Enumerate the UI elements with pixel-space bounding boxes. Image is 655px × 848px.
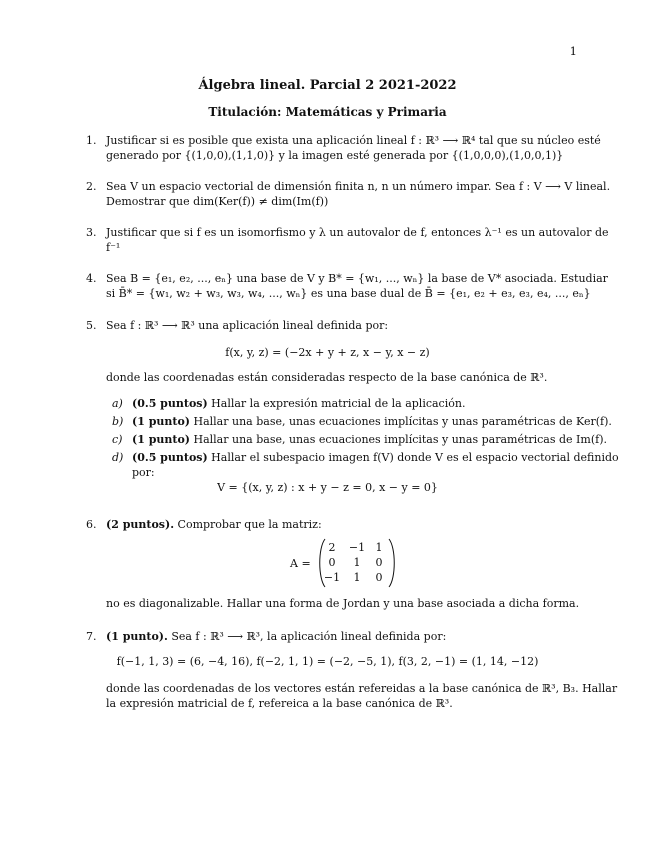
matrix-A xyxy=(290,538,400,590)
part-label: b) xyxy=(112,415,124,428)
matrix-cell: 0 xyxy=(375,571,383,584)
q5-part-d xyxy=(112,450,619,480)
question-number: 5. xyxy=(86,319,97,332)
question-text-line: generado por {(1,0,0),(1,1,0)} y la imagen esté generada por {(1,0,0,0),(1,0,0,1)} xyxy=(106,149,564,162)
part-points: (0.5 puntos) xyxy=(132,451,208,464)
question-number: 4. xyxy=(86,272,97,285)
part-label: c) xyxy=(112,433,123,446)
page-number: 1 xyxy=(569,44,577,58)
question-number: 2. xyxy=(86,180,97,193)
matrix-cell: 0 xyxy=(375,556,383,569)
q5-part-a xyxy=(112,396,582,411)
question-number: 7. xyxy=(86,630,97,643)
question-text-line: Sea V un espacio vectorial de dimensión finita n, n un número impar. Sea f : V ⟶ V lineal. xyxy=(106,180,611,193)
question-5 xyxy=(86,318,581,333)
question-4 xyxy=(86,271,608,301)
part-points: (1 punto) xyxy=(132,433,190,446)
question-text-line: Justificar que si f es un isomorfismo y λ un autovalor de f, entonces λ⁻¹ es un autovalor de xyxy=(106,226,609,239)
matrix-label: A = xyxy=(290,557,311,570)
question-3 xyxy=(86,225,609,255)
q7-formula: f(−1, 1, 3) = (6, −4, 16), f(−2, 1, 1) = (−2, −5, 1), f(3, 2, −1) = (1, 14, −12) xyxy=(116,655,539,668)
question-number: 6. xyxy=(86,518,97,531)
page-subtitle: Titulación: Matemáticas y Primaria xyxy=(208,105,447,119)
q5d-formula: V = {(x, y, z) : x + y − z = 0, x − y = 0} xyxy=(217,481,438,494)
question-text-line: si B̄* = {w₁, w₂ + w₃, w₃, w₄, ..., wₙ} es una base dual de B̄ = {e₁, e₂ + e₃, e₃, e₄, ..., eₙ} xyxy=(106,287,591,300)
q6-after-text xyxy=(86,596,581,611)
question-text-line: no es diagonalizable. Hallar una forma de Jordan y una base asociada a dicha forma. xyxy=(106,597,580,610)
part-text: Hallar el subespacio imagen f(V) donde V es el espacio vectorial definido xyxy=(207,451,619,464)
q5-part-b xyxy=(112,414,612,429)
part-label: d) xyxy=(112,451,124,464)
question-6 xyxy=(86,517,581,532)
part-text: Hallar una base, unas ecuaciones implícitas y unas paramétricas de Ker(f). xyxy=(190,415,612,428)
question-text-line: la expresión matricial de f, refereica a la base canónica de ℝ³. xyxy=(106,697,453,710)
question-points: (1 punto). xyxy=(106,630,168,643)
q7-after-text xyxy=(86,681,618,711)
question-number: 1. xyxy=(86,134,97,147)
matrix-cell: −1 xyxy=(348,541,366,554)
matrix-cell: 0 xyxy=(328,556,336,569)
matrix-cell: 1 xyxy=(375,541,383,554)
right-bracket xyxy=(388,538,398,588)
question-1 xyxy=(86,133,601,163)
part-text: Hallar la expresión matricial de la aplicación. xyxy=(207,397,466,410)
question-text: Sea f : ℝ³ ⟶ ℝ³, la aplicación lineal definida por: xyxy=(167,630,447,643)
question-text-line: f⁻¹ xyxy=(106,241,121,254)
matrix-cell: 2 xyxy=(328,541,336,554)
q5-formula: f(x, y, z) = (−2x + y + z, x − y, x − z) xyxy=(225,346,430,359)
matrix-cell: 1 xyxy=(353,556,361,569)
question-text-line: donde las coordenadas están consideradas respecto de la base canónica de ℝ³. xyxy=(106,371,548,384)
question-text-line: donde las coordenadas de los vectores están refereidas a la base canónica de ℝ³, B₃. Hallar xyxy=(106,682,618,695)
question-2 xyxy=(86,179,611,209)
matrix-cell: 1 xyxy=(353,571,361,584)
page-title: Álgebra lineal. Parcial 2 2021-2022 xyxy=(198,78,457,93)
part-points: (0.5 puntos) xyxy=(132,397,208,410)
matrix-cell: −1 xyxy=(323,571,341,584)
question-text-line: Sea f : ℝ³ ⟶ ℝ³ una aplicación lineal definida por: xyxy=(106,319,389,332)
part-text: por: xyxy=(132,466,155,479)
question-points: (2 puntos). xyxy=(106,518,175,531)
part-text: Hallar una base, unas ecuaciones implícitas y unas paramétricas de Im(f). xyxy=(190,433,607,446)
question-text-line: Justificar si es posible que exista una aplicación lineal f : ℝ³ ⟶ ℝ⁴ tal que su núcleo esté xyxy=(106,134,601,147)
q5-after-text xyxy=(86,370,581,385)
part-points: (1 punto) xyxy=(132,415,190,428)
question-text: Comprobar que la matriz: xyxy=(174,518,322,531)
part-label: a) xyxy=(112,397,123,410)
question-number: 3. xyxy=(86,226,97,239)
question-text-line: Sea B = {e₁, e₂, ..., eₙ} una base de V y B* = {w₁, ..., wₙ} la base de V* asociada. Estudiar xyxy=(106,272,608,285)
question-text-line: Demostrar que dim(Ker(f)) ≠ dim(Im(f)) xyxy=(106,195,329,208)
question-7 xyxy=(86,629,581,644)
q5-part-c xyxy=(112,432,607,447)
